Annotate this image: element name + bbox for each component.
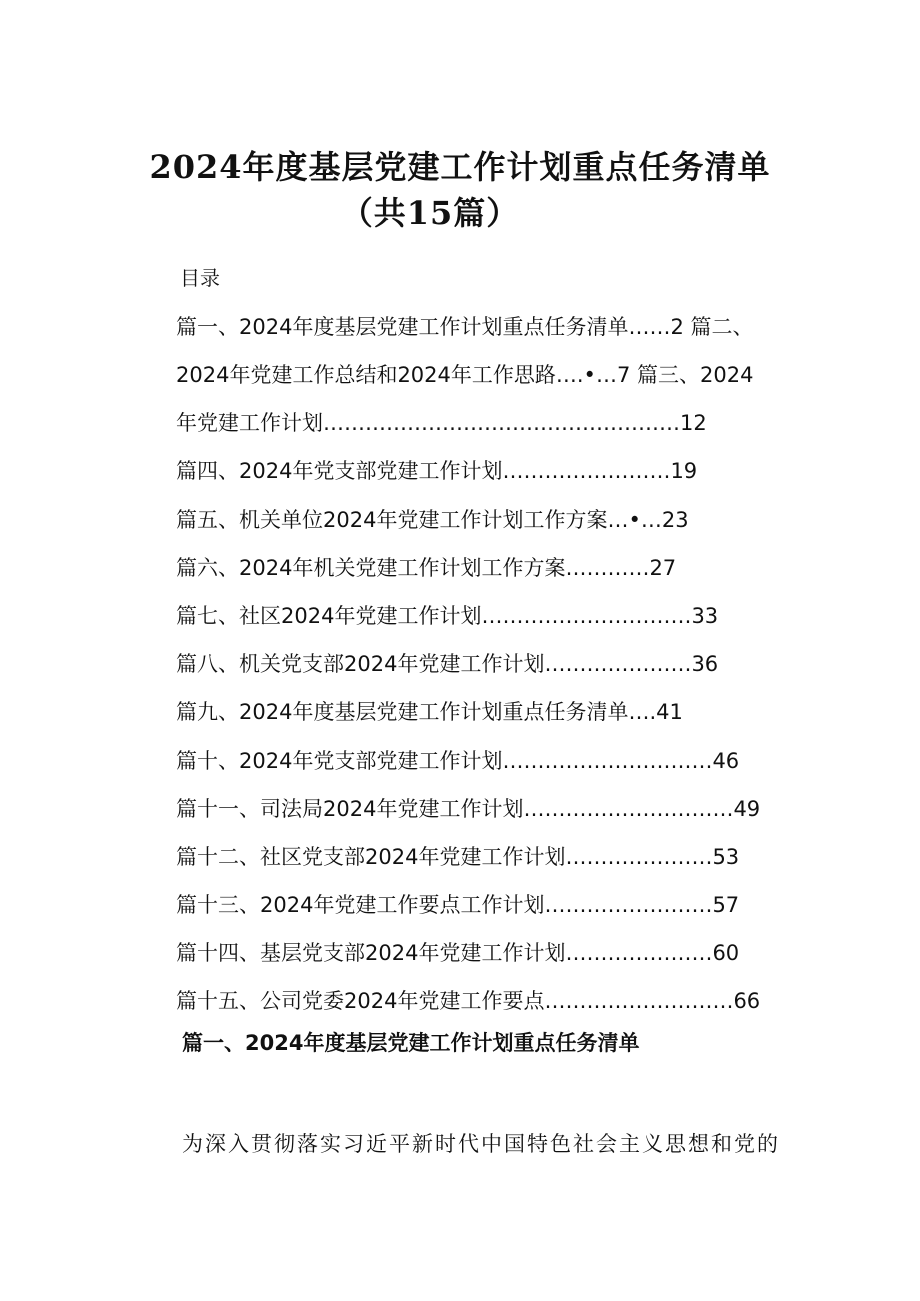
toc-label: 目录 [180,266,220,290]
toc-line: 2024年党建工作总结和2024年工作思路….•…7 篇三、2024 [176,363,754,387]
toc-line: 篇四、2024年党支部党建工作计划……………………19 [176,459,698,483]
toc-line: 篇十一、司法局2024年党建工作计划…………………………49 [176,797,761,821]
toc-line: 年党建工作计划……………………………………………12 [176,411,707,435]
body-paragraph: 为深入贯彻落实习近平新时代中国特色社会主义思想和党的 [182,1132,780,1156]
document-subtitle: （共15篇） [340,194,520,232]
toc-line: 篇八、机关党支部2024年党建工作计划…………………36 [176,652,719,676]
toc-line: 篇十三、2024年党建工作要点工作计划……………………57 [176,893,740,917]
document-title: 2024年度基层党建工作计划重点任务清单 [149,148,771,186]
toc-line: 篇十五、公司党委2024年党建工作要点………………………66 [176,989,761,1013]
toc-line: 篇九、2024年度基层党建工作计划重点任务清单….41 [176,700,683,724]
toc-line: 篇十二、社区党支部2024年党建工作计划…………………53 [176,845,740,869]
toc-line: 篇七、社区2024年党建工作计划…………………………33 [176,604,719,628]
toc-line: 篇十、2024年党支部党建工作计划…………………………46 [176,749,740,773]
toc-line: 篇六、2024年机关党建工作计划工作方案…………27 [176,556,677,580]
toc-line: 篇十四、基层党支部2024年党建工作计划…………………60 [176,941,740,965]
toc-line: 篇一、2024年度基层党建工作计划重点任务清单……2 篇二、 [176,315,754,339]
section-heading: 篇一、2024年度基层党建工作计划重点任务清单 [182,1031,640,1055]
toc-line: 篇五、机关单位2024年党建工作计划工作方案…•…23 [176,508,689,532]
